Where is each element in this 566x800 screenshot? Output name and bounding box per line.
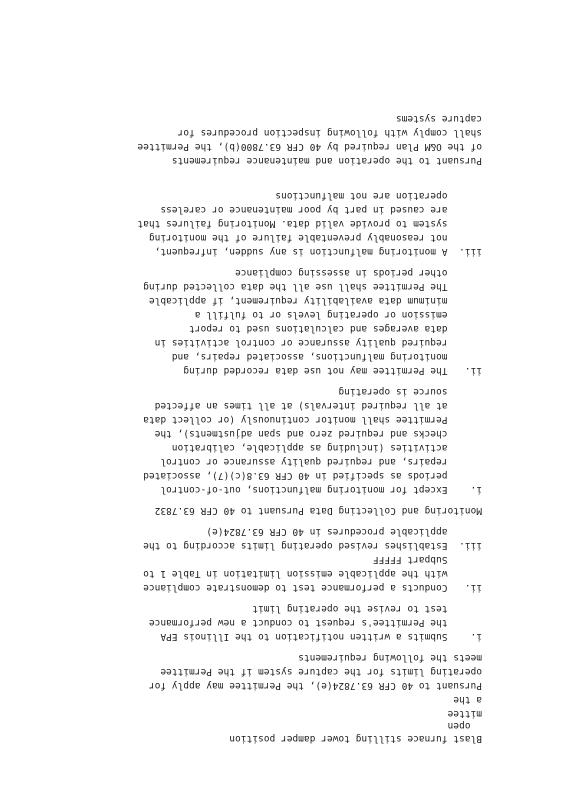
text-line: system to provide valid data. Monitoring failures that	[137, 218, 482, 229]
text-line: at all required intervals) at all times an affected	[154, 400, 482, 411]
text-line: operating limits for the capture system if the Permittee	[160, 666, 482, 677]
text-line: test to revise the operating limit	[252, 603, 482, 614]
text-line: data averages and calculations used to report	[189, 323, 482, 334]
text-line: capture systems	[395, 113, 482, 124]
text-line: open	[447, 720, 482, 731]
text-line: of the O&M Plan required by 40 CFR 63.7800(b), the Permittee	[137, 141, 482, 152]
text-line: shall comply with following inspection procedures for	[177, 127, 482, 138]
text-line: other periods in assessing compliance	[234, 267, 482, 278]
text-line: mittee	[447, 708, 482, 719]
text-line: checks and required zero and span adjustments), the	[154, 428, 482, 439]
text-line: ii. Conducts a performance test to demonstrate compliance	[143, 582, 482, 593]
text-line: The Permittee shall use all the data collected during	[143, 281, 482, 292]
text-line: required quality assurance or control activities in	[154, 337, 482, 348]
text-line: repairs, and required quality assurance or control	[160, 456, 482, 467]
text-line: activities (including as applicable, calibration	[171, 442, 482, 453]
text-line: meets the following requirements	[298, 652, 482, 663]
text-line: Permittee shall monitor continuously (or collect data	[143, 414, 482, 425]
text-line: source is operating	[338, 386, 482, 397]
text-line: a the	[453, 694, 482, 705]
text-line: Pursuant to the operation and maintenance requirements	[171, 155, 482, 166]
text-line: applicable procedures in 40 CFR 63.7824(e)	[206, 526, 482, 537]
text-line: minimum data availability requirement, if applicable	[148, 295, 482, 306]
text-line: Subpart FFFFF	[372, 554, 482, 565]
text-line: the Permittee's request to conduct a new performance	[148, 617, 482, 628]
text-line: Pursuant to 40 CFR 63.7824(e), the Permittee may apply for	[148, 680, 482, 691]
text-line: i. Except for monitoring malfunctions, out-of-control	[160, 484, 482, 495]
text-line: periods as specified in 40 CFR 63.8(c)(7), associated	[143, 470, 482, 481]
text-line: operation are not malfunctions	[275, 190, 482, 201]
text-line: monitoring malfunctions, associated repairs, and	[171, 351, 482, 362]
text-line: with the applicable emission limitation in Table 1 to	[143, 568, 482, 579]
text-line: iii. A monitoring malfunction is any sudden, infrequent,	[154, 246, 482, 257]
text-line: i. Submits a written notification to the Illinois EPA	[160, 631, 482, 642]
text-line: iii. Establishes revised operating limits according to the	[143, 540, 482, 551]
text-line: emission or operating levels or to fulfill a	[194, 309, 482, 320]
text-line: Blast furnace stilling tower damper position	[229, 733, 482, 744]
text-line: Monitoring and Collecting Data Pursuant to 40 CFR 63.7832	[154, 505, 482, 516]
text-line: ii. The Permittee may not use data recorded during	[183, 365, 482, 376]
text-line: not reasonably preventable failure of the monitoring	[148, 232, 482, 243]
text-line: are caused in part by poor maintenance or careless	[160, 204, 482, 215]
